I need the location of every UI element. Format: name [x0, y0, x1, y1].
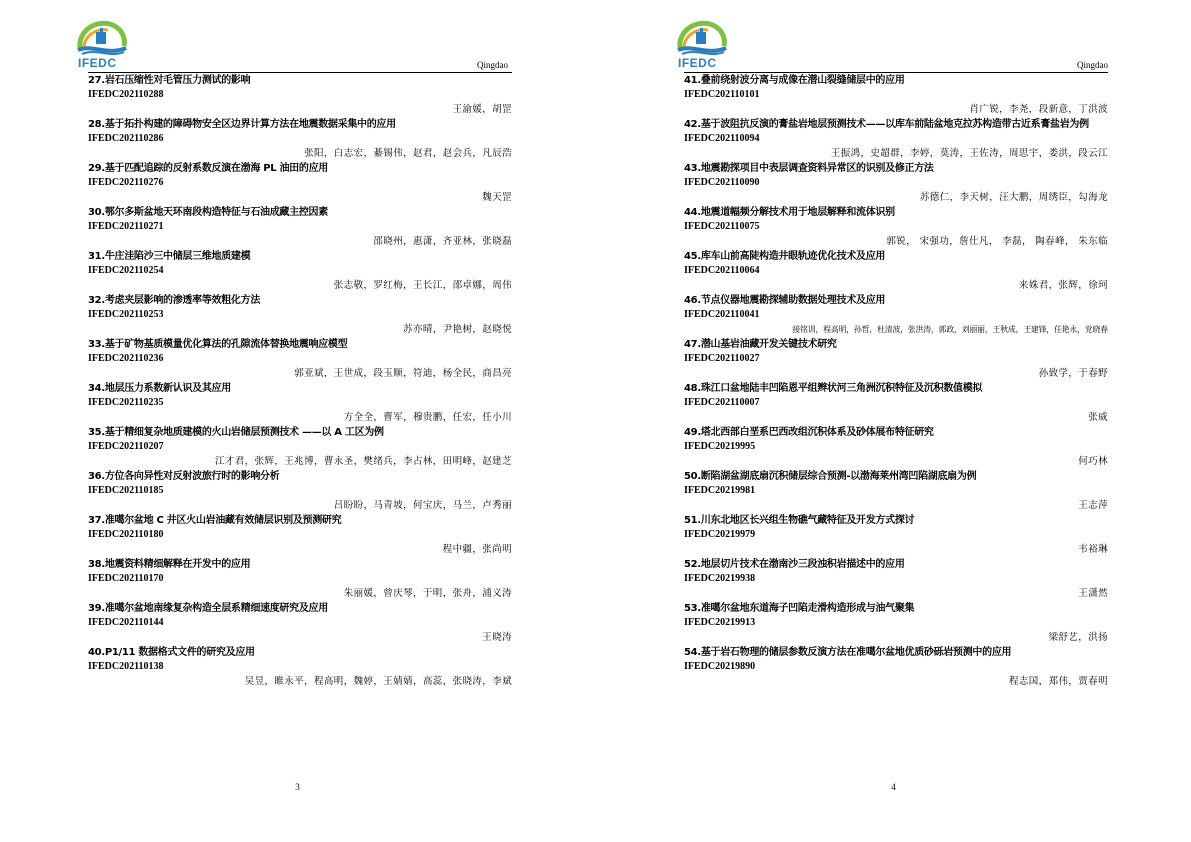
paper-entry: [684, 118, 1108, 162]
paper-entry: [88, 250, 512, 294]
paper-authors: 张阳，白志宏，綦锡伟，赵君，赵会兵，凡辰浩: [304, 148, 512, 159]
paper-code: IFEDC202110094: [684, 133, 760, 144]
paper-entry: [684, 470, 1108, 514]
paper-code: IFEDC202110185: [88, 485, 164, 496]
header-location: Qingdao: [477, 60, 508, 70]
header-divider: [684, 72, 1108, 73]
paper-code: IFEDC202110075: [684, 221, 760, 232]
paper-code: IFEDC202110236: [88, 353, 164, 364]
paper-authors: 程中疆，张尚明: [442, 544, 512, 555]
paper-entry: [684, 162, 1108, 206]
paper-code: IFEDC20219913: [684, 617, 756, 628]
paper-authors: 吴昱，睢永平，程高明，魏婷，王婧婧，高蕊，张晓涛，李斌: [244, 676, 512, 687]
paper-authors: 张志敬，罗红梅，王长江，邵卓娜，周伟: [333, 280, 512, 291]
page-header: [674, 18, 1114, 72]
paper-code: IFEDC202110101: [684, 89, 760, 100]
paper-entry: [684, 74, 1108, 118]
paper-title: 49.塔北西部白垩系巴西改组沉积体系及砂体展布特征研究: [684, 427, 934, 438]
paper-code: IFEDC202110027: [684, 353, 760, 364]
paper-title: 43.地震勘探项目中表层调查资料异常区的识别及修正方法: [684, 163, 934, 174]
paper-entry: [88, 294, 512, 338]
paper-authors: 苏亦晴，尹艳树，赵晓悦: [403, 324, 512, 335]
paper-code: IFEDC202110271: [88, 221, 164, 232]
paper-title: 29.基于匹配追踪的反射系数反演在渤海 PL 油田的应用: [88, 163, 328, 174]
paper-list: [88, 74, 512, 690]
paper-entry: [88, 206, 512, 250]
paper-code: IFEDC20219979: [684, 529, 756, 540]
logo-text: IFEDC: [78, 56, 117, 70]
paper-authors: 来姝君，张辉，徐珂: [1018, 280, 1108, 291]
logo-graphic-icon: [74, 18, 130, 58]
paper-title: 54.基于岩石物理的储层参数反演方法在准噶尔盆地优质砂砾岩预测中的应用: [684, 647, 1012, 658]
paper-entry: [684, 206, 1108, 250]
page-right: [596, 0, 1191, 842]
paper-code: IFEDC202110276: [88, 177, 164, 188]
header-divider: [88, 72, 512, 73]
paper-authors: 王晓涛: [482, 632, 512, 643]
paper-title: 46.节点仪器地震勘探辅助数据处理技术及应用: [684, 295, 886, 306]
paper-code: IFEDC202110007: [684, 397, 760, 408]
paper-entry: [88, 162, 512, 206]
paper-authors: 张威: [1088, 412, 1108, 423]
paper-title: 48.珠江口盆地陆丰凹陷恩平组辫状河三角洲沉积特征及沉积数值模拟: [684, 383, 983, 394]
paper-authors: 苏德仁，李天树，汪大鹏，周绣臣，勾海龙: [919, 192, 1108, 203]
paper-code: IFEDC20219938: [684, 573, 756, 584]
paper-title: 40.P1/11 数据格式文件的研究及应用: [88, 647, 255, 658]
paper-title: 30.鄂尔多斯盆地天环南段构造特征与石油成藏主控因素: [88, 207, 328, 218]
paper-title: 42.基于波阻抗反演的膏盐岩地层预测技术——以库车前陆盆地克拉苏构造带古近系膏盐岩为例: [684, 119, 1089, 130]
paper-authors: 方全全，曹军，穆贵鹏，任宏，任小川: [343, 412, 512, 423]
paper-authors: 孙致学，于春野: [1038, 368, 1108, 379]
paper-code: IFEDC202110138: [88, 661, 164, 672]
paper-title: 27.岩石压缩性对毛管压力测试的影响: [88, 75, 251, 86]
paper-authors: 郭亚斌，王世成，段玉顺，符迪，杨全民，商昌亮: [294, 368, 512, 379]
paper-entry: [88, 118, 512, 162]
paper-code: IFEDC20219981: [684, 485, 756, 496]
paper-title: 39.准噶尔盆地南缘复杂构造全层系精细速度研究及应用: [88, 603, 328, 614]
paper-authors: 王渝媛，胡罡: [452, 104, 512, 115]
paper-code: IFEDC202110286: [88, 133, 164, 144]
paper-code: IFEDC20219995: [684, 441, 756, 452]
header-location: Qingdao: [1077, 60, 1108, 70]
ifedc-logo: [674, 18, 730, 72]
paper-entry: [684, 338, 1108, 382]
paper-entry: [684, 426, 1108, 470]
paper-title: 45.库车山前高陡构造井眼轨迹优化技术及应用: [684, 251, 886, 262]
paper-entry: [684, 514, 1108, 558]
paper-code: IFEDC202110207: [88, 441, 164, 452]
paper-title: 53.准噶尔盆地东道海子凹陷走滑构造形成与油气聚集: [684, 603, 915, 614]
paper-entry: [684, 558, 1108, 602]
paper-title: 38.地震资料精细解释在开发中的应用: [88, 559, 251, 570]
paper-authors: 江才君，张辉，王兆博，曹永圣，樊绪兵，李占林，田明峰，赵建芝: [214, 456, 512, 467]
paper-entry: [684, 382, 1108, 426]
logo-text: IFEDC: [678, 56, 717, 70]
page-left: [0, 0, 595, 842]
paper-authors: 程志国，郑伟，贾春明: [1008, 676, 1108, 687]
paper-title: 31.牛庄洼陷沙三中储层三维地质建模: [88, 251, 251, 262]
paper-authors: 肖广锐，李尧，段新意，丁洪波: [969, 104, 1108, 115]
paper-authors: 王潇然: [1078, 588, 1108, 599]
paper-title: 33.基于矿物基质模量优化算法的孔隙流体替换地震响应模型: [88, 339, 348, 350]
paper-code: IFEDC202110090: [684, 177, 760, 188]
page-header: [74, 18, 514, 72]
paper-title: 51.川东北地区长兴组生物礁气藏特征及开发方式探讨: [684, 515, 915, 526]
paper-authors: 接铭训，程高明，孙哲，杜清波，张洪涛，郭政，刘丽丽，王秋成，王建锋，任艳永，党晓春: [792, 325, 1108, 334]
paper-entry: [88, 382, 512, 426]
paper-title: 35.基于精细复杂地质建模的火山岩储层预测技术 ——以 A 工区为例: [88, 427, 384, 438]
paper-authors: 郭锐， 宋强功，詹仕凡， 李磊， 陶春峰， 朱东临: [886, 236, 1108, 247]
paper-authors: 王振鸿，史超群，李婷，莫涛，王佐涛，周思宇，娄洪，段云江: [830, 148, 1108, 159]
paper-title: 34.地层压力系数新认识及其应用: [88, 383, 231, 394]
paper-title: 32.考虑夹层影响的渗透率等效粗化方法: [88, 295, 261, 306]
paper-entry: [684, 646, 1108, 690]
paper-authors: 梁舒艺，洪扬: [1048, 632, 1108, 643]
paper-entry: [88, 74, 512, 118]
paper-authors: 朱丽媛，曾庆琴，于明，张舟，浦义涛: [343, 588, 512, 599]
paper-code: IFEDC20219890: [684, 661, 756, 672]
paper-code: IFEDC202110288: [88, 89, 164, 100]
paper-code: IFEDC202110253: [88, 309, 164, 320]
paper-title: 41.叠前绕射波分离与成像在潜山裂缝储层中的应用: [684, 75, 905, 86]
paper-title: 44.地震道幅频分解技术用于地层解释和流体识别: [684, 207, 895, 218]
page-number: 4: [891, 782, 896, 792]
paper-code: IFEDC202110064: [684, 265, 760, 276]
paper-authors: 吕盼盼，马青坡，何宝庆，马兰，卢秀丽: [333, 500, 512, 511]
ifedc-logo: [74, 18, 130, 72]
paper-title: 37.准噶尔盆地 C 井区火山岩油藏有效储层识别及预测研究: [88, 515, 342, 526]
paper-authors: 何巧林: [1078, 456, 1108, 467]
paper-code: IFEDC202110170: [88, 573, 164, 584]
paper-entry: [88, 470, 512, 514]
logo-graphic-icon: [674, 18, 730, 58]
paper-entry: [88, 514, 512, 558]
page-number: 3: [295, 782, 300, 792]
paper-code: IFEDC202110235: [88, 397, 164, 408]
paper-entry: [684, 294, 1108, 338]
paper-code: IFEDC202110180: [88, 529, 164, 540]
paper-entry: [88, 646, 512, 690]
paper-authors: 韦裕琳: [1078, 544, 1108, 555]
paper-entry: [88, 602, 512, 646]
paper-title: 47.潜山基岩油藏开发关键技术研究: [684, 339, 837, 350]
paper-code: IFEDC202110041: [684, 309, 760, 320]
paper-list: [684, 74, 1108, 690]
paper-authors: 邵晓州，惠潇，齐亚林，张晓磊: [373, 236, 512, 247]
paper-title: 28.基于拓扑构建的障碍物安全区边界计算方法在地震数据采集中的应用: [88, 119, 396, 130]
paper-title: 36.方位各向异性对反射波旅行时的影响分析: [88, 471, 280, 482]
paper-entry: [684, 250, 1108, 294]
paper-authors: 魏天罡: [482, 192, 512, 203]
paper-entry: [88, 338, 512, 382]
paper-title: 50.断陷湖盆湖底扇沉积储层综合预测-以渤海莱州湾凹陷湖底扇为例: [684, 471, 977, 482]
paper-code: IFEDC202110144: [88, 617, 164, 628]
paper-entry: [88, 426, 512, 470]
paper-entry: [88, 558, 512, 602]
paper-code: IFEDC202110254: [88, 265, 164, 276]
paper-authors: 王志萍: [1078, 500, 1108, 511]
paper-title: 52.地层切片技术在渤南沙三段浊积岩描述中的应用: [684, 559, 905, 570]
paper-entry: [684, 602, 1108, 646]
